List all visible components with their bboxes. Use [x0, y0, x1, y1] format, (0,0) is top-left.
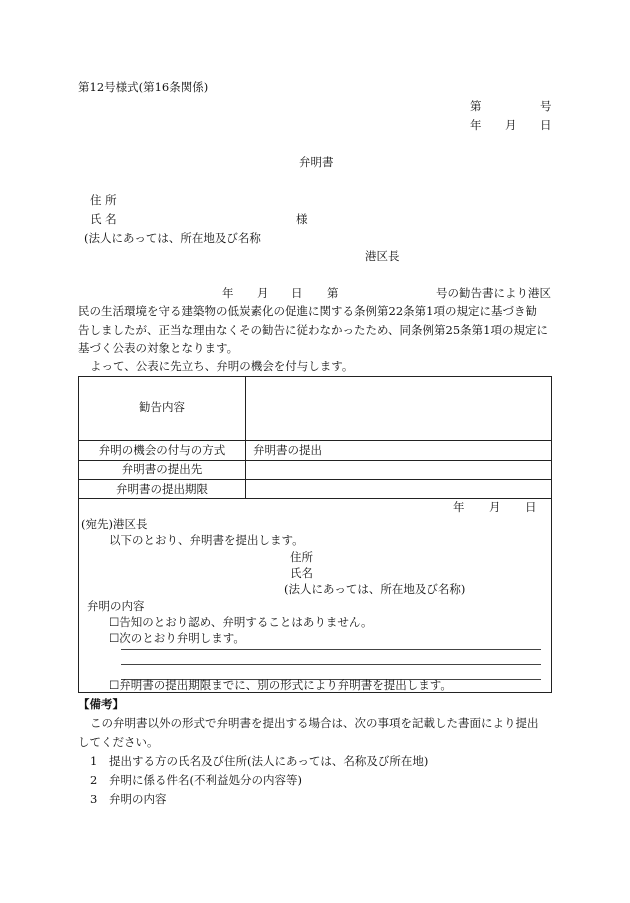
table-row-divider — [79, 479, 551, 480]
table-row-label: 勧告内容 — [139, 400, 185, 414]
recipient-address-label: 住 所 — [90, 193, 117, 207]
write-line — [121, 649, 541, 650]
reply-option-other-form: ☐弁明書の提出期限までに、別の形式により弁明書を提出します。 — [109, 678, 452, 692]
notes-item-num: 3 — [90, 792, 98, 806]
table-row-label: 弁明書の提出先 — [121, 462, 203, 476]
table-row-divider — [79, 498, 551, 499]
number-go: 号 — [540, 99, 552, 113]
date-hi: 日 — [540, 118, 552, 132]
date-tsuki: 月 — [505, 118, 517, 132]
reply-option-no-objection: ☐告知のとおり認め、弁明することはありません。 — [109, 615, 373, 629]
table-row-label: 弁明の機会の付与の方式 — [98, 443, 226, 457]
reply-option-object: ☐次のとおり弁明します。 — [109, 631, 245, 645]
body-line4: 基づく公表の対象となります。 — [78, 341, 239, 355]
notice-table — [78, 376, 552, 693]
notes-heading: 【備考】 — [78, 697, 124, 711]
notes-item-text: 提出する方の氏名及び住所(法人にあっては、名称及び所在地) — [109, 754, 429, 768]
body-tsuki: 月 — [257, 286, 269, 300]
table-row-divider — [79, 440, 551, 441]
recipient-honorific: 様 — [296, 212, 308, 226]
reply-content-heading: 弁明の内容 — [87, 599, 145, 613]
reply-date-hi: 日 — [525, 500, 537, 514]
notes-item-num: 1 — [90, 754, 98, 768]
reply-addressee: (宛先)港区長 — [81, 517, 148, 531]
body-hi: 日 — [291, 286, 303, 300]
notes-item-text: 弁明に係る件名(不利益処分の内容等) — [109, 773, 302, 787]
body-line3: 告しましたが、正当な理由なくその勧告に従わなかったため、同条例第25条第1項の規定に — [78, 323, 548, 337]
body-line2: 民の生活環境を守る建築物の低炭素化の促進に関する条例第22条第1項の規定に基づき勧 — [78, 304, 537, 318]
form-id: 第12号様式(第16条関係) — [78, 80, 209, 94]
page-title: 弁明書 — [299, 155, 334, 169]
reply-name-label: 氏名 — [290, 566, 313, 580]
notes-item-num: 2 — [90, 773, 98, 787]
table-row-value: 弁明書の提出 — [253, 443, 322, 457]
table-row-label: 弁明書の提出期限 — [116, 482, 208, 496]
issuer: 港区長 — [365, 249, 400, 263]
notes-item-text: 弁明の内容 — [109, 792, 167, 806]
body-nen: 年 — [222, 286, 234, 300]
recipient-name-label: 氏 名 — [90, 212, 117, 226]
notes-text2: してください。 — [78, 735, 159, 749]
reply-date-tsuki: 月 — [489, 500, 501, 514]
reply-corp-note: (法人にあっては、所在地及び名称) — [284, 582, 466, 596]
write-line — [121, 664, 541, 665]
table-row-divider — [79, 460, 551, 461]
reply-address-label: 住所 — [290, 550, 313, 564]
reply-date-nen: 年 — [453, 500, 465, 514]
body-line1-rest: 号の勧告書により港区 — [436, 286, 551, 300]
reply-intro: 以下のとおり、弁明書を提出します。 — [109, 533, 304, 547]
recipient-corp-note: (法人にあっては、所在地及び名称 — [84, 231, 261, 245]
body-dai: 第 — [327, 286, 339, 300]
body-line5: よって、公表に先立ち、弁明の機会を付与します。 — [90, 359, 354, 373]
date-nen: 年 — [470, 118, 482, 132]
number-dai: 第 — [470, 99, 482, 113]
notes-text1: この弁明書以外の形式で弁明書を提出する場合は、次の事項を記載した書面により提出 — [90, 716, 539, 730]
